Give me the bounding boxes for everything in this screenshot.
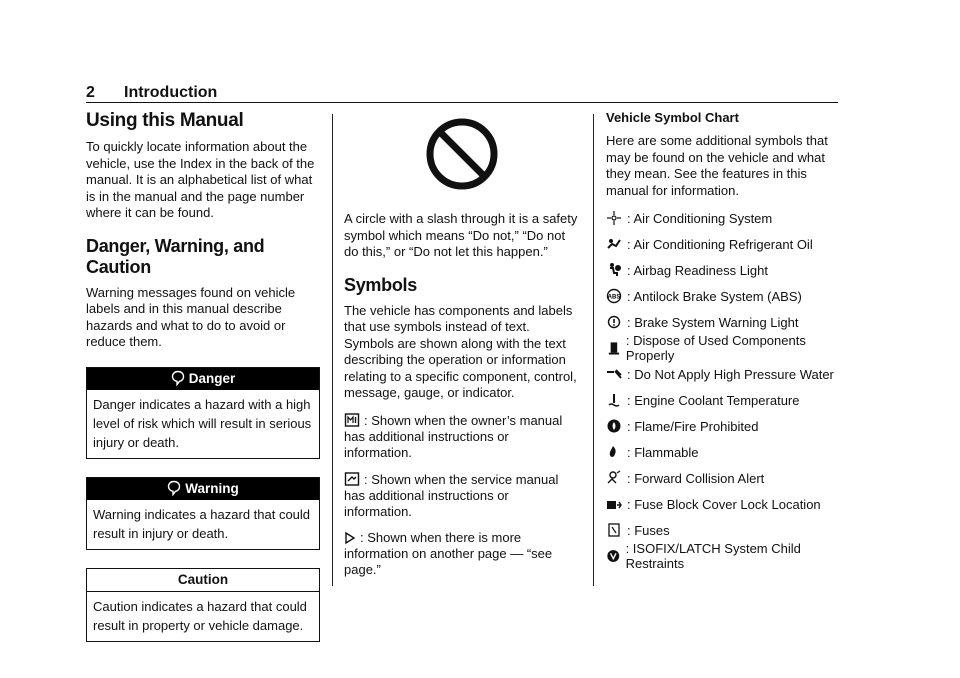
abs-icon (606, 288, 622, 304)
symbol-chart-item (606, 335, 842, 361)
symbol-chart-label: : Antilock Brake System (ABS) (627, 288, 802, 304)
brake-warning-icon (606, 314, 622, 330)
symbol-chart-label: : Airbag Readiness Light (627, 262, 768, 278)
arrow-right-icon (344, 531, 356, 545)
symbol-chart-item (606, 543, 842, 569)
dwc-text: Warning messages found on vehicle labels and in this manual describe hazards and what to do to avoid or reduce them. (86, 284, 296, 349)
danger-box (86, 367, 320, 459)
danger-header (87, 368, 319, 390)
caution-header: Caution (87, 569, 319, 592)
dwc-heading: Danger, Warning, and Caution (86, 235, 265, 277)
symbol-chart-item (606, 387, 842, 413)
airbag-icon (606, 262, 622, 278)
svg-text:ABS: ABS (607, 294, 621, 301)
fuse-block-lock-icon (606, 496, 622, 512)
warning-header (87, 478, 319, 500)
symbol-chart-item (606, 517, 842, 543)
symbol-chart-label: : Do Not Apply High Pressure Water (627, 366, 834, 382)
coolant-temp-icon (606, 392, 622, 408)
warning-label: Warning (185, 480, 239, 496)
symbol-chart-label: : ISOFIX/LATCH System Child Restraints (625, 541, 801, 571)
middle-column (344, 110, 580, 588)
column-divider (593, 114, 594, 586)
symbol-chart-item (606, 205, 842, 231)
page-header (86, 84, 838, 103)
section-title: Introduction (124, 84, 218, 101)
symbol-chart-item (606, 465, 842, 491)
caution-text: Caution indicates a hazard that could result in property or vehicle damage. (93, 598, 307, 633)
air-conditioning-icon (606, 210, 622, 226)
symbol-chart-item (606, 413, 842, 439)
see-page-row (344, 530, 580, 578)
symbol-chart-label: : Fuses (627, 522, 670, 538)
chart-heading: Vehicle Symbol Chart (606, 110, 739, 125)
symbol-chart-item (606, 283, 842, 309)
symbol-chart-label: : Flame/Fire Prohibited (627, 418, 759, 434)
circle-text: A circle with a slash through it is a safety symbol which means “Do not,” “Do not do this,” or “Do not let this happen.” (344, 211, 578, 259)
service-manual-row (344, 471, 580, 520)
symbol-chart-item (606, 257, 842, 283)
danger-label: Danger (188, 370, 236, 386)
high-pressure-water-icon (606, 366, 622, 382)
using-manual-text: To quickly locate information about the vehicle, use the Index in the back of the manual. It is an alphabetical list of what is in the manual and the page number where it can be found. (86, 139, 315, 220)
left-column (86, 110, 320, 642)
symbols-text: The vehicle has components and labels that use symbols instead of text. Symbols are shown along with the text describing the operation or information relating to a specific component, control, message, gauge, or indicator. (344, 302, 577, 400)
prohibited-icon (424, 116, 500, 192)
speech-warning-icon (167, 480, 181, 496)
fuses-icon (606, 522, 622, 538)
speech-warning-icon (171, 370, 185, 386)
service-manual-icon (344, 471, 360, 487)
dispose-icon (606, 340, 621, 356)
symbol-chart-label: : Forward Collision Alert (627, 470, 765, 486)
owners-manual-row (344, 412, 580, 461)
warning-text: Warning indicates a hazard that could result in injury or death. (93, 506, 311, 541)
symbol-chart-item (606, 309, 842, 335)
page-number: 2 (86, 84, 95, 101)
symbol-chart-item (606, 361, 842, 387)
flammable-icon (606, 444, 622, 460)
flame-prohibited-icon (606, 418, 622, 434)
using-manual-heading: Using this Manual (86, 110, 244, 131)
symbol-chart-item (606, 491, 842, 517)
collision-alert-icon (606, 470, 622, 486)
symbols-heading: Symbols (344, 274, 417, 295)
danger-text: Danger indicates a hazard with a high level of risk which will result in serious injury or death. (93, 396, 312, 450)
owners-manual-icon (344, 412, 360, 428)
symbol-chart-label: : Dispose of Used Components Properly (625, 333, 806, 363)
symbol-list (606, 205, 842, 569)
right-column (606, 110, 842, 569)
refrigerant-oil-icon (606, 236, 622, 252)
service-manual-text: : Shown when the service manual has additional instructions or information. (344, 471, 559, 519)
column-divider (332, 114, 333, 586)
isofix-icon (606, 548, 621, 564)
caution-box (86, 568, 320, 642)
symbol-chart-label: : Engine Coolant Temperature (627, 392, 800, 408)
symbol-chart-item (606, 231, 842, 257)
warning-box (86, 477, 320, 550)
symbol-chart-label: : Fuse Block Cover Lock Location (627, 496, 821, 512)
symbol-chart-item (606, 439, 842, 465)
symbol-chart-label: : Flammable (627, 444, 699, 460)
symbol-chart-label: : Air Conditioning Refrigerant Oil (627, 236, 813, 252)
symbol-chart-label: : Air Conditioning System (627, 210, 773, 226)
symbol-chart-label: : Brake System Warning Light (627, 314, 799, 330)
chart-intro: Here are some additional symbols that may be found on the vehicle and what they mean. See the features in this manual for information. (606, 133, 828, 198)
see-page-text: : Shown when there is more information on another page — “see page.” (344, 529, 553, 577)
owners-manual-text: : Shown when the owner’s manual has additional instructions or information. (344, 412, 563, 460)
